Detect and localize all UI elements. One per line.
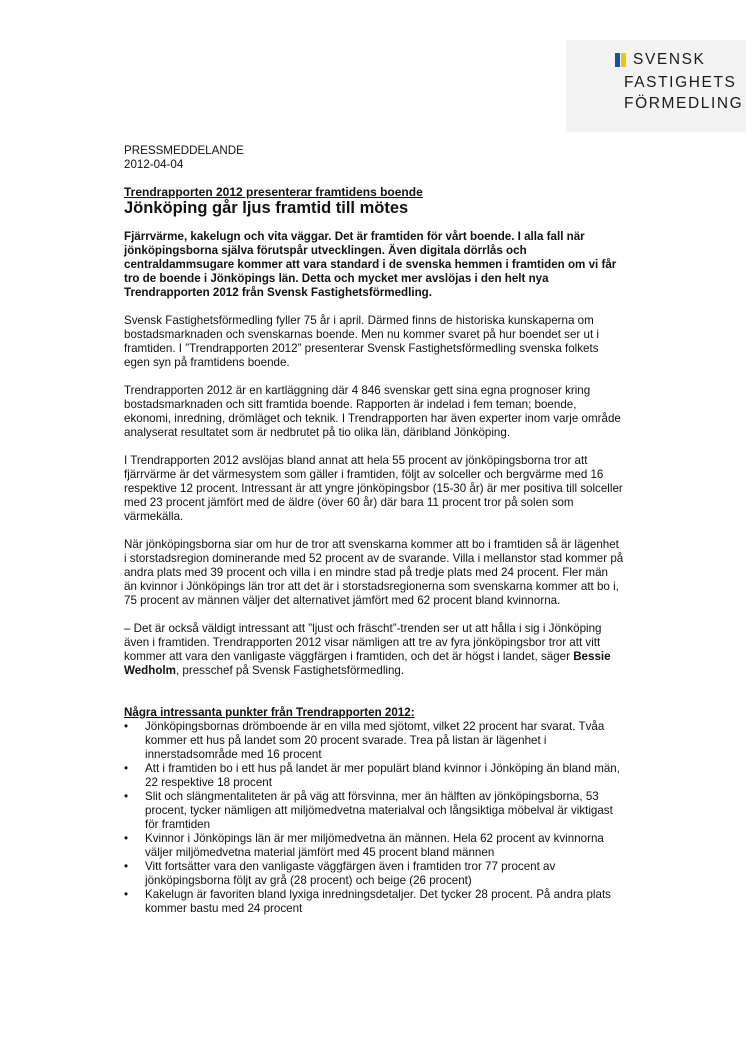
flag-yellow-stripe [621, 53, 626, 67]
highlights-list [124, 720, 624, 916]
company-logo [566, 40, 746, 132]
list-item-text: Slit och slängmentaliteten är på väg att försvinna, mer än hälften av jönköpingsborna, 53 procent, tycker nämligen att miljömedvetna materialval och långsiktiga möbelval är viktigast för framtiden [145, 790, 613, 831]
list-item [124, 888, 624, 916]
document-type-label: PRESSMEDDELANDE [124, 144, 244, 157]
list-item-text: Jönköpingsbornas drömboende är en villa med sjötomt, vilket 22 procent har svarat. Tvåa kommer ett hus på landet som 20 procent svarade. Trea på listan är lägenhet i innerstadsområde med 16 procent [145, 720, 605, 761]
logo-line-2: FASTIGHETS [624, 74, 737, 91]
list-item [124, 790, 624, 832]
list-item-text: Kakelugn är favoriten bland lyxiga inredningsdetaljer. Det tycker 28 procent. På andra plats kommer bastu med 24 procent [145, 888, 611, 915]
list-item-text: Kvinnor i Jönköpings län är mer miljömedvetna än männen. Hela 62 procent av kvinnorna väljer miljömedvetna material jämfört med 45 procent bland männen [145, 832, 604, 859]
list-item [124, 762, 624, 790]
quote-paragraph [124, 622, 624, 678]
bullet-icon: • [124, 860, 129, 873]
list-item [124, 860, 624, 888]
bullet-icon: • [124, 790, 129, 803]
release-date: 2012-04-04 [124, 158, 184, 171]
list-item-text: Vitt fortsätter vara den vanligaste väggfärgen även i framtiden tror 77 procent av jönköpingsborna följt av grå (28 procent) och beige (26 procent) [145, 860, 556, 887]
bullet-icon: • [124, 720, 129, 733]
section-spacer [124, 692, 624, 706]
quote-speaker-title: , presschef på Svensk Fastighetsförmedling. [175, 664, 405, 677]
highlights-heading: Några intressanta punkter från Trendrapporten 2012: [124, 706, 415, 719]
list-item-text: Att i framtiden bo i ett hus på landet är mer populärt bland kvinnor i Jönköping än bland män, 22 respektive 18 procent [145, 762, 620, 789]
article-kicker: Trendrapporten 2012 presenterar framtidens boende [124, 185, 423, 199]
paragraph: Trendrapporten 2012 är en kartläggning där 4 846 svenskar gett sina egna prognoser kring bostadsmarknaden och sitt framtida boende. Rapporten är indelad i fem teman; boende, ekonomi, inredning, drömläget och teknik. I Trendrapporten har även experter inom varje område analyserat resultatet som är nedbrutet på tio olika län, däribland Jönköping. [124, 384, 621, 439]
paragraph: När jönköpingsborna siar om hur de tror att svenskarna kommer att bo i framtiden så är lägenhet i storstadsregion dominerande med 52 procent av de svarande. Villa i mellanstor stad kommer på andra plats med 39 procent och villa i en mindre stad på tredje plats med 24 procent. Fler män än kvinnor i Jönköpings län tror att det är i storstadsregionerna som svenskarna kommer att bo i, 75 procent av männen väljer det alternativet jämfört med 62 procent bland kvinnorna. [124, 538, 624, 607]
quote-text: – Det är också väldigt intressant att ”ljust och fräscht”-trenden ser ut att hålla i sig i Jönköping även i framtiden. Trendrapporten 2012 visar nämligen att tre av fyra jönköpingsbor tror att vitt kommer att vara den vanligaste väggfärgen i framtiden, och det är högst i landet, säger [124, 622, 602, 663]
press-release-body [124, 144, 624, 916]
swedish-flag-icon [615, 53, 627, 67]
quote-speaker-name: Bessie Wedholm [124, 650, 611, 677]
bullet-icon: • [124, 888, 129, 901]
bullet-icon: • [124, 832, 129, 845]
flag-blue-stripe [615, 53, 620, 67]
article-headline: Jönköping går ljus framtid till mötes [124, 199, 409, 217]
article-lead: Fjärrvärme, kakelugn och vita väggar. Det är framtiden för vårt boende. I alla fall när jönköpingsborna själva förutspår utvecklingen. Även digitala dörrlås och centraldammsugare kommer att vara standard i de svenska hemmen i framtiden om vi får tro de boende i Jönköpings län. Detta och mycket mer avslöjas i den helt nya Trendrapporten 2012 från Svensk Fastighetsförmedling. [124, 230, 617, 299]
logo-line-3: FÖRMEDLING [624, 95, 744, 112]
list-item [124, 832, 624, 860]
logo-line-1: SVENSK [633, 51, 706, 68]
paragraph: Svensk Fastighetsförmedling fyller 75 år i april. Därmed finns de historiska kunskaperna om bostadsmarknaden och svenskarnas boende. Men nu kommer svaret på hur boendet ser ut i framtiden. I ”Trendrapporten 2012” presenterar Svensk Fastighetsförmedling svenska folkets egen syn på framtidens boende. [124, 314, 599, 369]
bullet-icon: • [124, 762, 129, 775]
list-item [124, 720, 624, 762]
paragraph: I Trendrapporten 2012 avslöjas bland annat att hela 55 procent av jönköpingsborna tror att fjärrvärme är det värmesystem som gäller i framtiden, följt av solceller och bergvärme med 16 respektive 12 procent. Intressant är att yngre jönköpingsbor (15-30 år) är mer positiva till solceller med 23 procent jämfört med de äldre (över 60 år) där bara 11 procent tror på solen som värmekälla. [124, 454, 623, 523]
